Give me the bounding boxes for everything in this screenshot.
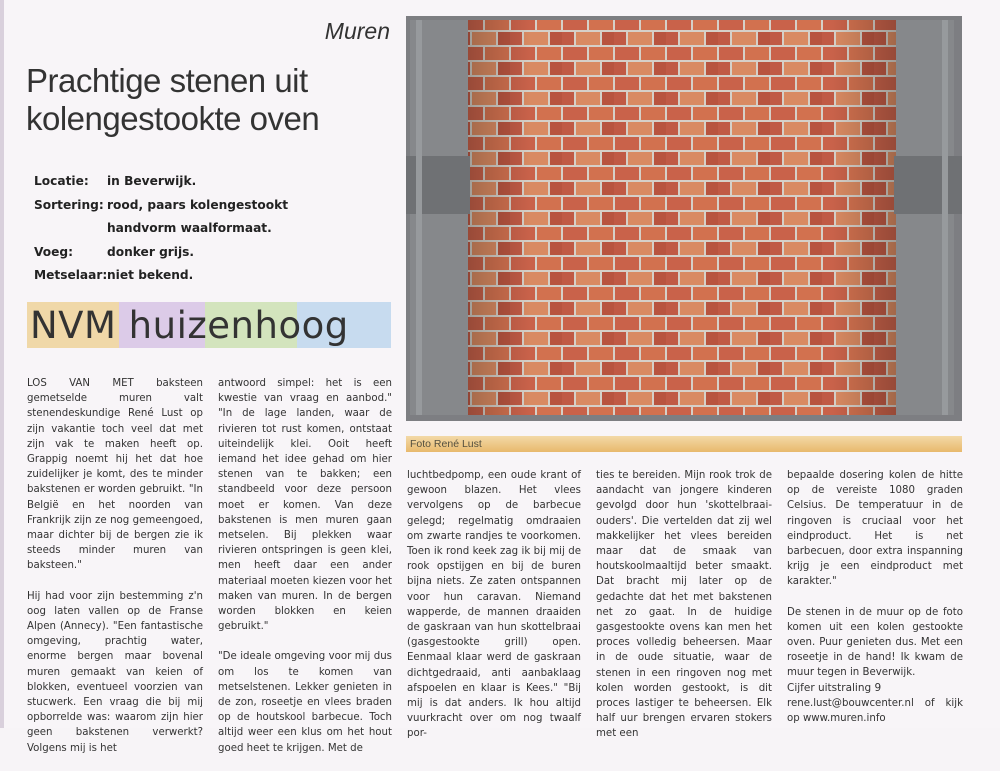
fact-value: rood, paars kolengestookt handvorm waalformaat. <box>107 197 289 235</box>
fact-row <box>34 241 288 265</box>
brand-heading: NVM huizenhoog <box>30 304 349 347</box>
fact-row <box>34 264 288 288</box>
fact-label: Metselaar: <box>34 268 108 282</box>
page-edge <box>0 0 4 728</box>
fact-row <box>34 170 288 194</box>
brick-wall-illustration <box>406 16 962 421</box>
paragraph: Hij had voor zijn bestemming z'n oog laten vallen op de Franse Alpen (Annecy). "Een fantastische omgeving, prachtig water, enorme bergen maar bovenal muren gemaakt van keien of blokken, eventueel voorzien van stucwerk. Een vraag die bij mij opborrelde was: waarom zijn hier geen bakstenen verwerkt? Volgens mij is het <box>27 590 203 754</box>
fact-label: Voeg: <box>34 244 74 259</box>
fact-row <box>34 194 288 241</box>
text-column-3 <box>407 468 581 757</box>
paragraph: luchtbedpomp, een oude krant of gewoon blazen. Het vlees vervolgens op de barbecue gelegd; regelmatig omdraaien om zwarte randjes te voorkomen. Toen ik rond keek zag ik bij mij de rook opstijgen en bij de buren bijna niets. Ze zaten ontspannen voor hun caravan. Niemand wapperde, de mannen draaiden de gaskraan van hun skottelbraai (gasgestookte grill) open. Eenmaal klaar werd de gaskraan dichtgedraaid, anti aanbaklaag afspoelen en klaar is Kees." "Bij mij is dat anders. Ik hou altijd vuurkracht over om nog twaalf por- <box>407 470 581 740</box>
rating: Cijfer uitstraling 9 <box>787 681 882 694</box>
paragraph: bepaalde dosering kolen de hitte op de vereiste 1080 graden Celsius. De temperatuur in de ringoven is cruciaal voor het eindproduct. Het is net barbecuen, door extra inspanning krijg je een eindproduct met karakter." <box>787 470 963 588</box>
section-label: Muren <box>324 18 390 44</box>
text-column-5 <box>787 468 963 726</box>
paragraph: antwoord simpel: het is een kwestie van vraag en aanbod." "In de lage landen, waar de rivieren tot rust komen, ontstaat uiteindelijk klei. Ooit heeft iemand het idee gehad om hier stenen van te bakken; een standbeeld voor deze persoon moet er komen. Van deze bakstenen is men muren gaan metselen. Bij plekken waar rivieren ontspringen is geen klei, men heeft daar een ander materiaal moeten kiezen voor het maken van muren. In de bergen worden blokken en keien gebruikt." <box>218 378 392 633</box>
paragraph: LOS VAN MET baksteen gemetselde muren valt stenendeskundige René Lust op zijn vakantie toch veel dat met zijn vak te maken heeft op. Grappig noemt hij het dat hoe zuidelijker je komt, des te minder bakstenen er worden gebruikt. "In België en het noorden van Frankrijk zijn ze nog gemeengoed, maar dichter bij de bergen zie ik steeds minder muren van baksteen." <box>27 378 203 572</box>
contact-info: rene.lust@bouwcenter.nl of kijk op www.muren.info <box>787 697 963 725</box>
fact-list <box>34 170 288 288</box>
paragraph: De stenen in de muur op de foto komen uit een kolen gestookte oven. Puur genieten dus. Met een roseetje in de hand! Ik kwam de muur tegen in Beverwijk. <box>787 606 963 679</box>
photo-caption: Foto René Lust <box>406 436 962 452</box>
text-column-2 <box>218 376 392 771</box>
fact-value: niet bekend. <box>107 268 194 282</box>
fact-label: Locatie: <box>34 174 89 188</box>
text-column-1 <box>27 376 203 771</box>
paragraph: ties te bereiden. Mijn rook trok de aandacht van jongere kinderen gevolgd door hun 'skottelbraai-ouders'. Die vertelden dat zij wel makkelijker het vlees bereiden maar dat de smaak van houtskoolmaaltijd beter smaakt. Dat bracht mij later op de gedachte dat het met bakstenen net zo gaat. In de huidige gasgestookte ovens kan men het proces volledig beheersen. Maar in de oude situatie, waar de stenen in een ringoven nog met kolen worden gestookt, is dit proces lastiger te beheersen. Elk half uur brengen ervaren stokers met een <box>596 470 772 740</box>
article-title: Prachtige stenen uit kolengestookte oven <box>26 62 320 137</box>
fact-value: donker grijs. <box>107 244 195 259</box>
fact-value: in Beverwijk. <box>107 174 197 188</box>
fact-label: Sortering: <box>34 197 104 212</box>
text-column-4 <box>596 468 772 757</box>
paragraph: "De ideale omgeving voor mij dus om los te komen van metselstenen. Lekker genieten in de zon, roseetje en vlees braden op de houtskool barbecue. Toch altijd weer een klus om het hout goed heet te krijgen. Met de <box>218 651 392 754</box>
brick-wall-photo <box>406 16 962 421</box>
